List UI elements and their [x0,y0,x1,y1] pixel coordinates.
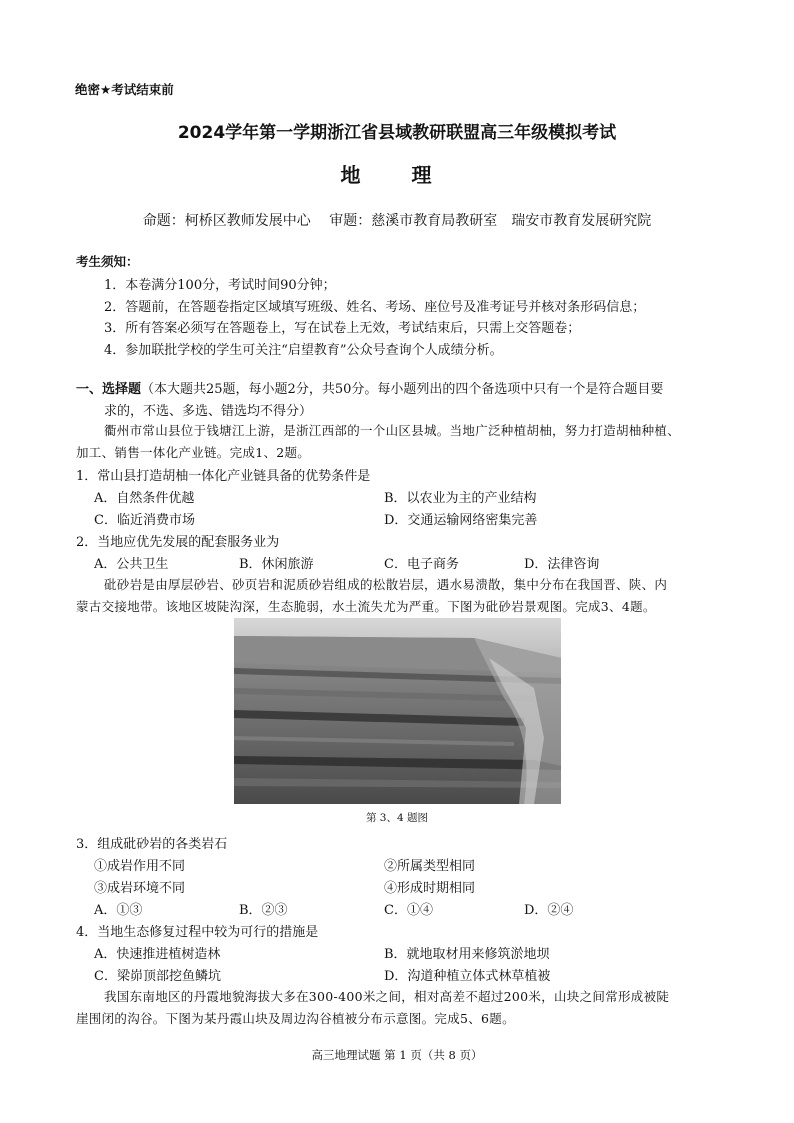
notice-item-4: 4．参加联批学校的学生可关注“启望教育”公众号查询个人成绩分析。 [104,343,503,358]
notice-item-1: 1．本卷满分100分，考试时间90分钟； [104,278,336,293]
q1-option-a: A．自然条件优越 [94,491,195,506]
q4-option-d: D．沟道种植立体式林草植被 [384,969,551,984]
notice-item-2: 2．答题前，在答题卷指定区域填写班级、姓名、考场、座位号及准考证号并核对条形码信息； [104,300,646,315]
passage2-line2: 蒙古交接地带。该地区坡陡沟深，生态脆弱，水土流失尤为严重。下图为砒砂岩景观图。完成3、4题。 [76,599,656,614]
q4-option-b: B．就地取材用来修筑淤地坝 [384,947,550,962]
notice-heading: 考生须知： [76,254,139,269]
q2-option-c: C．电子商务 [384,557,459,572]
q3-stem: 3．组成砒砂岩的各类岩石 [76,837,228,852]
q2-stem: 2．当地应优先发展的配套服务业为 [76,535,280,550]
authors-line: 命题：柯桥区教师发展中心 审题：慈溪市教育局教研室 瑞安市教育发展研究院 [142,213,652,229]
passage3-line2: 崖围闭的沟谷。下图为某丹霞山块及周边沟谷植被分布示意图。完成5、6题。 [76,1011,515,1026]
passage1-line2: 加工、销售一体化产业链。完成1、2题。 [76,445,311,460]
q3-option-c: C．①④ [384,903,433,918]
section-desc-2: 求的，不选、多选、错选均不得分） [104,404,313,419]
q3-option-a: A．①③ [94,903,143,918]
q1-option-c: C．临近消费市场 [94,513,195,528]
q3-statement-4: ④形成时期相同 [384,881,476,896]
section-desc-1: （本大题共25题，每小题2分，共50分。每小题列出的四个备选项中只有一个是符合题目要 [141,382,664,397]
q3-option-b: B．②③ [239,903,288,918]
page-footer: 高三地理试题 第 1 页（共 8 页） [311,1048,483,1062]
sandstone-landscape-photo [234,618,561,804]
q2-option-b: B．休闲旅游 [239,557,314,572]
q1-option-d: D．交通运输网络密集完善 [384,513,538,528]
passage1-line1: 衢州市常山县位于钱塘江上游，是浙江西部的一个山区县城。当地广泛种植胡柚，努力打造胡柚种植、 [104,423,681,438]
q4-option-c: C．梁峁顶部挖鱼鳞坑 [94,969,221,984]
notice-item-3: 3．所有答案必须写在答题卷上，写在试卷上无效，考试结束后，只需上交答题卷； [104,321,581,336]
q3-statement-3: ③成岩环境不同 [94,881,186,896]
q3-statement-1: ①成岩作用不同 [94,859,186,874]
q4-stem: 4．当地生态修复过程中较为可行的措施是 [76,925,319,940]
q1-option-b: B．以农业为主的产业结构 [384,491,537,506]
q2-option-d: D．法律咨询 [524,557,600,572]
exam-title: 2024学年第一学期浙江省县域教研联盟高三年级模拟考试 [177,123,617,143]
q4-option-a: A．快速推进植树造林 [94,947,221,962]
q1-stem: 1．常山县打造胡柚一体化产业链具备的优势条件是 [76,469,371,484]
subject-title: 地 理 [340,163,454,187]
confidential-label: 绝密★考试结束前 [75,82,174,97]
q3-statement-2: ②所属类型相同 [384,859,476,874]
q2-option-a: A．公共卫生 [94,557,169,572]
figure-caption: 第 3、4 题图 [365,812,429,824]
sandstone-landscape-image [234,618,561,804]
passage3-line1: 我国东南地区的丹霞地貌海拔大多在300-400米之间，相对高差不超过200米，山块之间常形成被陡 [104,989,670,1004]
section-heading: 一、选择题 [76,382,142,397]
q3-option-d: D．②④ [524,903,574,918]
section-header [76,378,663,397]
passage2-line1: 砒砂岩是由厚层砂岩、砂页岩和泥质砂岩组成的松散岩层，遇水易溃散，集中分布在我国晋、陕、内 [104,577,668,592]
